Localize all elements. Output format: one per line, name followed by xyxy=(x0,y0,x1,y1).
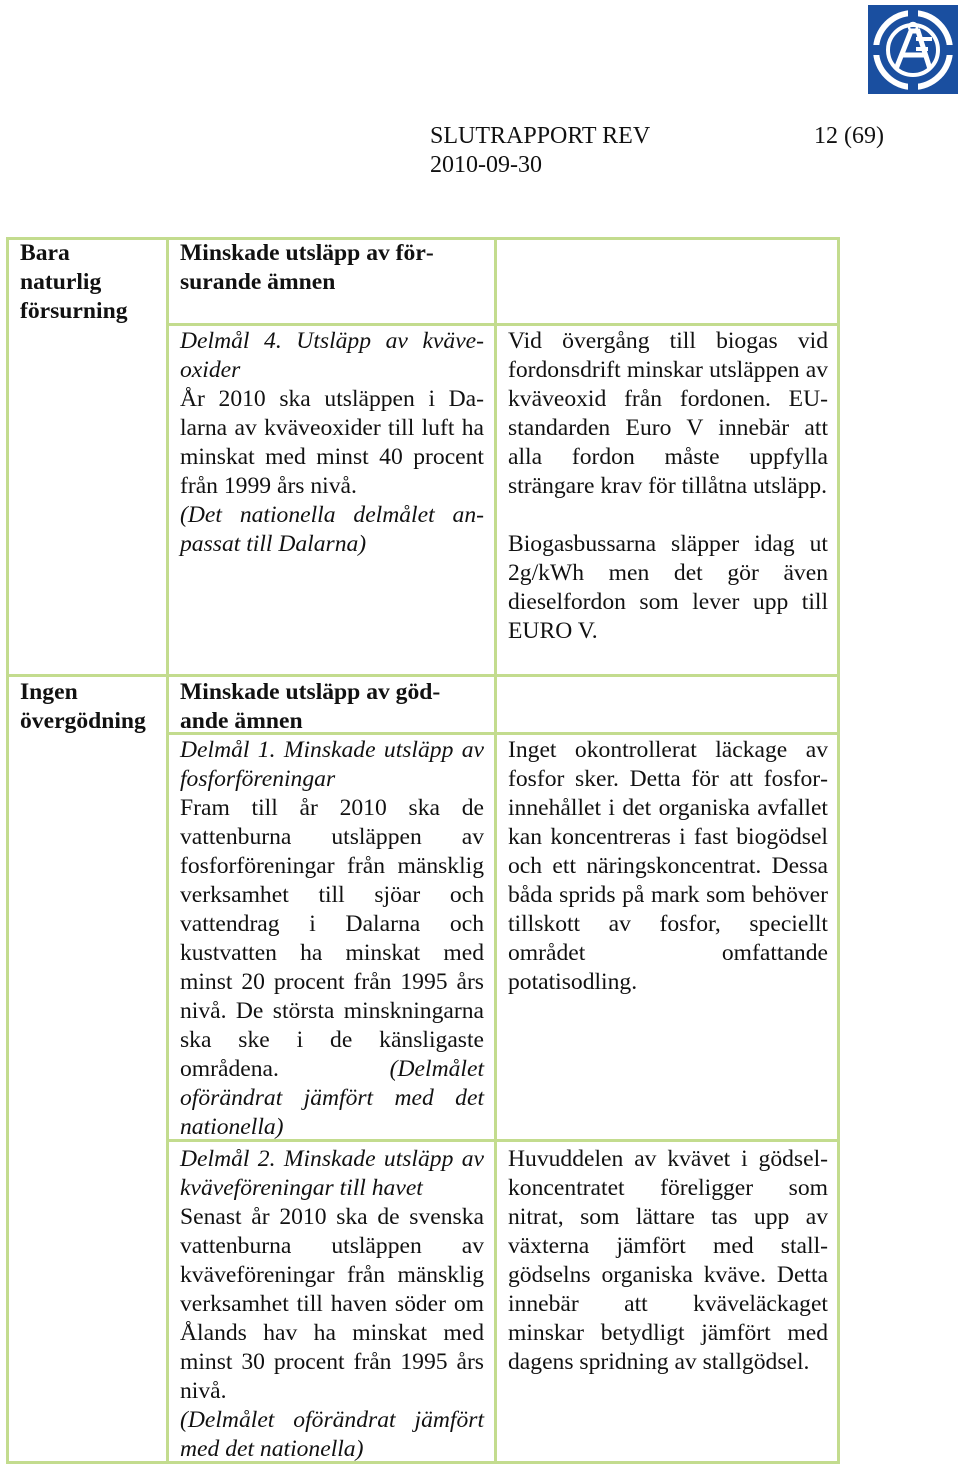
goal-label-eutrophication xyxy=(20,678,165,736)
subgoal-4-comment xyxy=(508,327,828,646)
subgoal-2-body: Senast år 2010 ska de svenska vattenburna utsläppen av kväveföreningar från mänsklig verksamhet till haven söder om Ålands hav ha minskat med minst 30 procent från 1995 års nivå. xyxy=(180,1204,484,1404)
row-line-2 xyxy=(6,674,840,677)
subgoal-1-title: Delmål 1. Minskade utsläpp av fosforföreningar xyxy=(180,737,484,792)
report-date: 2010-09-30 xyxy=(430,152,542,178)
table-divider-2 xyxy=(494,237,497,1464)
subgoal-4-body: År 2010 ska utsläppen i Dalarna av kväveoxider till luft ha minskat med minst 40 procent från 1999 års nivå. xyxy=(180,386,484,499)
table-divider-1 xyxy=(166,237,169,1464)
subgoal-2-text xyxy=(180,1145,484,1464)
subgoal-1-note: (Delmålet oförändrat jämfört med det nationella) xyxy=(180,1056,484,1140)
subgoal-2-note: (Delmålet oförändrat jämfört med det nationella) xyxy=(180,1407,484,1462)
page-number: 12 (69) xyxy=(814,123,884,149)
goal-label-line: försurning xyxy=(20,298,128,324)
environmental-goals-table xyxy=(6,237,840,1464)
section-heading-acidification: Minskade utsläpp av försurande ämnen xyxy=(180,240,434,295)
af-logo-icon xyxy=(868,5,958,94)
subgoal-2-comment: Huvuddelen av kvävet i gödselkoncentratet föreligger som nitrat, som lättare tas upp av växterna jämfört med stallgödselns organiska kväve. Detta innebär att kväveläckaget minskar betydligt jämfört med dagens spridning av stallgödsel. xyxy=(508,1146,828,1375)
table-border-right xyxy=(837,237,840,1464)
subgoal-1-comment: Inget okontrollerat läckage av fosfor sker. Detta för att fosforinnehållet i det organiska avfallet kan koncentreras i fast biogödsel och ett näringskoncentrat. Dessa båda sprids på mark som behöver tillskott av fosfor, speciellt området omfattande potatisodling. xyxy=(508,737,828,995)
comment-paragraph: Biogasbussarna släpper idag ut 2g/kWh men det gör även dieselfordon som lever upp till EURO V. xyxy=(508,531,828,644)
goal-label-line: Bara xyxy=(20,240,70,266)
table-border-left xyxy=(6,237,9,1464)
goal-label-line: Ingen xyxy=(20,679,78,705)
subgoal-4-note: (Det nationella delmålet anpassat till Dalarna) xyxy=(180,502,484,557)
subgoal-2-title: Delmål 2. Minskade utsläpp av kväveföreningar till havet xyxy=(180,1146,484,1201)
section-heading-eutrophication: Minskade utsläpp av gödande ämnen xyxy=(180,679,441,734)
goal-label-line: övergödning xyxy=(20,708,146,734)
goal-label-acidification xyxy=(20,239,160,326)
paragraph-gap xyxy=(508,501,828,530)
row-line-1 xyxy=(166,323,840,326)
subgoal-1-text xyxy=(180,736,484,1142)
report-title: SLUTRAPPORT REV xyxy=(430,123,651,149)
goal-label-line: naturlig xyxy=(20,269,102,295)
subgoal-4-text xyxy=(180,327,484,559)
subgoal-1-body: Fram till år 2010 ska de vattenburna utsläppen av fosforföreningar från mänsklig verksamhet till sjöar och vattendrag i Dalarna och kustvatten ha minskat med minst 20 procent från 1995 års nivå. De största minskningarna ska ske i de känsligaste områdena. xyxy=(180,795,484,1082)
subgoal-4-title: Delmål 4. Utsläpp av kväveoxider xyxy=(180,328,484,383)
comment-paragraph: Vid övergång till biogas vid fordonsdrift minskar utsläppen av kväveoxid från fordonen. EU-standarden Euro V innebär att alla fordon måste uppfylla strängare krav för tillåtna utsläpp. xyxy=(508,328,828,499)
